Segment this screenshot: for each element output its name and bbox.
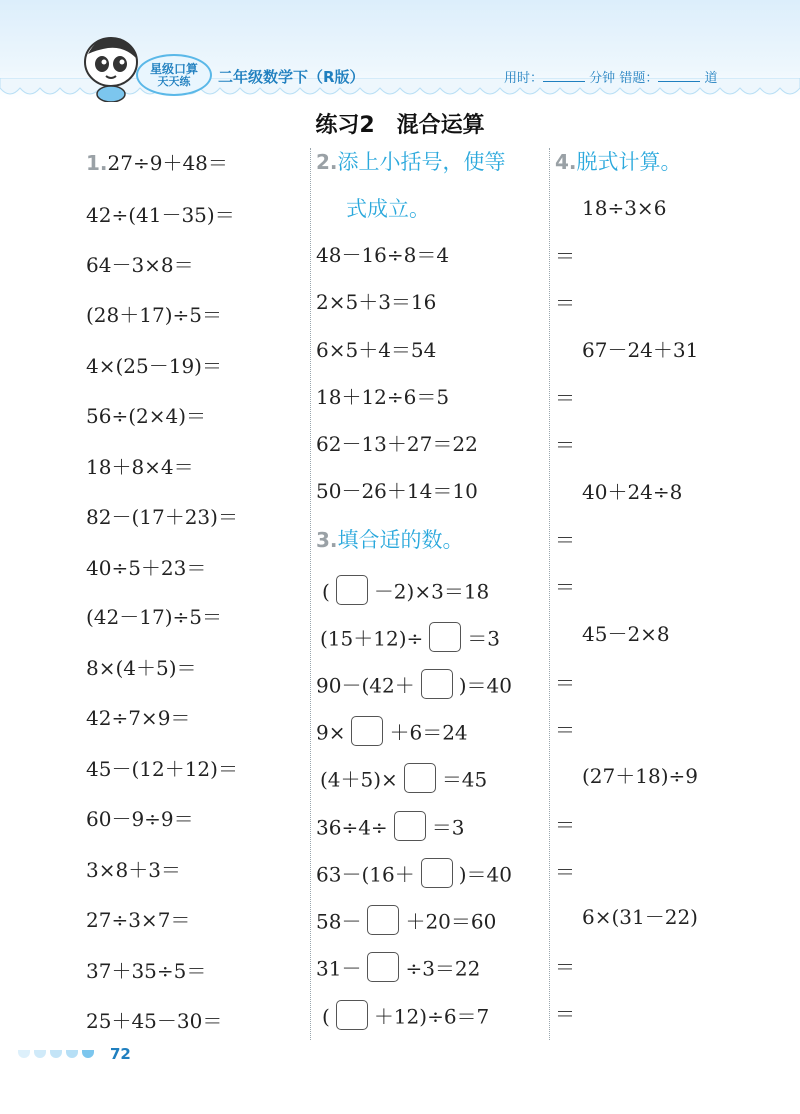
expr-post: ＝3 (431, 815, 465, 840)
question-label: 道 (704, 71, 718, 86)
answer-box[interactable] (429, 622, 461, 652)
answer-box[interactable] (367, 905, 399, 935)
section1-item: 64－3×8＝ (86, 253, 194, 277)
time-blank[interactable] (543, 68, 585, 82)
answer-box[interactable] (367, 952, 399, 982)
expr-pre: (15＋12)÷ (320, 626, 424, 651)
answer-box[interactable] (336, 1000, 368, 1030)
equals-line[interactable]: ＝ (555, 813, 575, 837)
section1-item: 3×8＋3＝ (86, 858, 181, 882)
expr-pre: 90－(42＋ (316, 673, 415, 698)
section1-item: 82－(17＋23)＝ (86, 505, 238, 529)
section1-item: 8×(4＋5)＝ (86, 656, 197, 680)
section1-item: 25＋45－30＝ (86, 1009, 223, 1033)
section4-problem: 40＋24÷8 (582, 480, 683, 504)
answer-box[interactable] (394, 811, 426, 841)
section1-number: 1. (86, 151, 108, 175)
section1-item: 40÷5＋23＝ (86, 556, 207, 580)
section1-item: 4×(25－19)＝ (86, 354, 222, 378)
section1-item: (28＋17)÷5＝ (86, 303, 222, 327)
dot-icon (50, 1050, 62, 1058)
section3-number: 3. (316, 528, 338, 552)
section3-item (316, 911, 496, 935)
equals-line[interactable]: ＝ (555, 433, 575, 457)
expr-post: ＝3 (467, 626, 500, 651)
answer-box[interactable] (336, 575, 368, 605)
answer-box[interactable] (404, 763, 436, 793)
expr-post: ＋12)÷6＝7 (373, 1004, 490, 1029)
section3-item (316, 675, 512, 699)
expr-pre: 36÷4÷ (316, 815, 388, 840)
section3-item (316, 864, 512, 888)
series-badge (136, 54, 212, 96)
section3-heading (316, 530, 464, 551)
section4-title: 脱式计算。 (576, 150, 682, 174)
expr-pre: (4＋5)× (320, 767, 398, 792)
section1-item: 42÷7×9＝ (86, 706, 191, 730)
time-label: 用时： (504, 71, 544, 86)
section2-item: 50－26＋14＝10 (316, 479, 478, 503)
minute-label: 分钟 (589, 71, 616, 86)
section2-item: 48－16÷8＝4 (316, 243, 450, 267)
equals-line[interactable]: ＝ (555, 244, 575, 268)
section4-problem: 67－24＋31 (582, 338, 699, 362)
section4-problem: 18÷3×6 (582, 196, 667, 220)
section1-item: 60－9÷9＝ (86, 807, 194, 831)
section3-item (322, 1006, 489, 1030)
section2-item: 2×5＋3＝16 (316, 290, 437, 314)
section1-item (86, 153, 228, 173)
equals-line[interactable]: ＝ (555, 718, 575, 742)
mascot-icon (78, 32, 144, 102)
section2-number: 2. (316, 150, 338, 174)
dot-icon (34, 1050, 46, 1058)
dot-icon (18, 1050, 30, 1058)
column-divider-2 (549, 148, 550, 1040)
expr-pre: 31－ (316, 956, 362, 981)
badge-line2: 天天练 (157, 74, 191, 88)
section3-item (316, 958, 480, 982)
section3-item (320, 769, 487, 793)
section3-title: 填合适的数。 (337, 528, 464, 552)
equals-line[interactable]: ＝ (555, 386, 575, 410)
page-title: 练习2 混合运算 (315, 113, 485, 138)
section1-item: 42÷(41－35)＝ (86, 203, 235, 227)
section2-title-line2: 式成立。 (346, 197, 430, 221)
time-error-record (504, 67, 717, 86)
expr-post: －2)×3＝18 (373, 579, 490, 604)
section4-number: 4. (555, 150, 577, 174)
section4-problem: (27＋18)÷9 (582, 764, 698, 788)
expr-post: )＝40 (458, 862, 512, 887)
section2-title: 添上小括号，使等 (337, 150, 506, 174)
section1-item: 45－(12＋12)＝ (86, 757, 238, 781)
book-title: 二年级数学下（R版） (218, 68, 365, 86)
badge-line1: 星级口算 (149, 61, 198, 76)
error-blank[interactable] (658, 68, 700, 82)
equals-line[interactable]: ＝ (555, 528, 575, 552)
section2-heading-line2 (346, 199, 430, 220)
section4-problem: 45－2×8 (582, 622, 670, 646)
section1-item: 18＋8×4＝ (86, 455, 194, 479)
expr-post: ＋20＝60 (405, 909, 497, 934)
answer-box[interactable] (351, 716, 383, 746)
column-divider-1 (310, 148, 311, 1040)
expr-post: ÷3＝22 (405, 956, 481, 981)
section2-heading (316, 152, 506, 173)
expr-post: ＋6＝24 (389, 720, 468, 745)
equals-line[interactable]: ＝ (555, 291, 575, 315)
section3-item (322, 581, 489, 605)
expr-post: )＝40 (458, 673, 512, 698)
equals-line[interactable]: ＝ (555, 1002, 575, 1026)
dot-icon (82, 1050, 94, 1058)
error-label: 错题： (619, 71, 659, 86)
expr-pre: 9× (316, 720, 346, 745)
section3-item (316, 817, 464, 841)
section4-heading (555, 152, 682, 173)
page-number: 72 (110, 1045, 131, 1063)
section3-item (320, 628, 500, 652)
section4-problem: 6×(31－22) (582, 905, 698, 929)
equals-line[interactable]: ＝ (555, 955, 575, 979)
answer-box[interactable] (421, 858, 453, 888)
section2-item: 6×5＋4＝54 (316, 338, 437, 362)
equals-line[interactable]: ＝ (555, 671, 575, 695)
equals-line[interactable]: ＝ (555, 860, 575, 884)
dot-icon (66, 1050, 78, 1058)
section1-expression: 27÷9＋48＝ (107, 151, 228, 175)
equals-line[interactable]: ＝ (555, 575, 575, 599)
section2-item: 62－13＋27＝22 (316, 432, 478, 456)
section1-item: (42－17)÷5＝ (86, 605, 222, 629)
section1-item: 56÷(2×4)＝ (86, 404, 207, 428)
expr-post: ＝45 (441, 767, 488, 792)
section3-item (316, 722, 468, 746)
expr-pre: 58－ (316, 909, 362, 934)
section1-item: 27÷3×7＝ (86, 908, 191, 932)
section2-item: 18＋12÷6＝5 (316, 385, 450, 409)
section1-item: 37＋35÷5＝ (86, 959, 207, 983)
answer-box[interactable] (421, 669, 453, 699)
expr-pre: 63－(16＋ (316, 862, 415, 887)
expr-pre: ( (322, 1004, 330, 1029)
expr-pre: ( (322, 579, 330, 604)
